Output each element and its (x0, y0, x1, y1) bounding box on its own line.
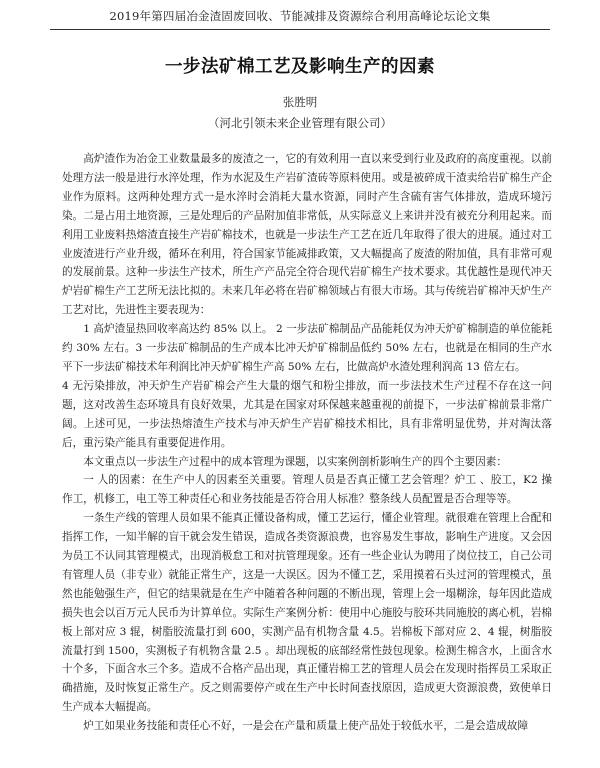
article-body (62, 150, 552, 765)
body-paragraph: 1 高炉渣显热回收率高达约 85% 以上。 2 一步法矿棉制品产品能耗仅为冲天炉矿棉制造的单位能耗约 30% 左右。3 一步法矿棉制品的生产成本比冲天炉矿棉制品低约 50% 左右，也就是在相同的生产水平下一步法矿棉技术年利润比冲天炉矿棉生产高 50% 左右，比做高炉水渣处理利润高 13 倍左右。 (62, 323, 552, 373)
running-header: 2019年第四届冶金渣固废回收、节能减排及资源综合利用高峰论坛论文集 (109, 9, 491, 23)
author-name: 张胜明 (282, 95, 318, 109)
body-paragraph: 本文重点以一步法生产过程中的成本管理为课题，以实案例剖析影响生产的四个主要因素： (83, 455, 507, 468)
body-paragraph: 一条生产线的管理人员如果不能真正懂设备构成，懂工艺运行，懂企业管理。就很难在管理上合配和指挥工作，一知半解的盲干就会发生错误，造成各类资源浪费，也容易发生事故，影响生产进度。又会因为员工不认同其管理模式，出现消极怠工和对抗管理现象。还有一些企业认为聘用了岗位技工，自己公司有管理人员（非专业）就能正常生产，这是一大误区。因为不懂工艺，采用摸着石头过河的管理模式，虽然也能勉强生产，但它的结果就是在生产中随着各种问题的不断出现，管理上会一塌糊涂，每年因此造成损失也会以百万元人民币为计算单位。实际生产案例分析：使用中心施胶与胶环共同施胶的离心机，岩棉板上部对应 3 辊，树脂胶流量打到 600，实测产品有机物含量 4.5。岩棉板下部对应 2、4 辊，树脂胶流量打到 1500，实测板子有机物含量 2.5 。却出现板的底部经常性鼓包现象。检测生棉含水，上面含水十个多，下面含水三个多。造成不合格产品出现，真正懂岩棉工艺的管理人员会在发现时指挥员工采取正确措施，及时恢复正常生产。反之则需要停产或在生产中长时间查找原因，造成更大资源浪费，致使单日生产成本大幅提高。 (62, 512, 552, 714)
body-paragraph: 炉工如果业务技能和责任心不好，一是会在产量和质量上使产品处于较低水平，二是会造成故障 (83, 720, 529, 733)
header-rule (50, 29, 550, 30)
body-paragraph: 4 无污染排放，冲天炉生产岩矿棉会产生大量的烟气和粉尘排放，而一步法技术生产过程不存在这一问题，这对改善生态环境具有良好效果，尤其是在国家对环保越来越重视的前提下，一步法矿棉前景非常广阔。上述可见，一步法热熔渣生产技术与冲天炉生产岩矿棉技术相比，具有非常明显优势，并对淘汰落后，重污染产能具有重要促进作用。 (62, 379, 552, 449)
body-paragraph: 高炉渣作为冶金工业数量最多的废渣之一，它的有效利用一直以来受到行业及政府的高度重视。以前处理方法一般是进行水淬处理，作为水泥及生产岩矿渣砖等原料使用。或是被碎成干渣卖给岩矿棉生产企业作为原料。这两种处理方式一是水淬时会消耗大量水资源，同时产生含硫有害气体排放，造成环境污染。二是占用土地资源，三是处理后的产品附加值非常低，从实际意义上来讲并没有被充分利用起来。而利用工业废料热熔渣直接生产岩矿棉技术，也就是一步法生产工艺在近几年取得了很大的进展。通过对工业废渣进行产业升级，循环在利用，符合国家节能减排政策，又大幅提高了废渣的附加值，具有非常可观的发展前景。这种一步法生产技术，所生产产品完全符合现代岩矿棉生产技术要求。其优越性是现代冲天炉岩矿棉生产工艺所无法比拟的。未来几年必将在岩矿棉领域占有很大市场。其与传统岩矿棉冲天炉生产工艺对比，先进性主要表现为： (62, 153, 552, 317)
body-paragraph: 一 人的因素：在生产中人的因素至关重要。管理人员是否真正懂工艺会管理？炉工 、胶工，K2 操作工，机修工，电工等工种责任心和业务技能是否符合用人标准？整条线人员配置是否合理等等。 (62, 474, 552, 506)
author-affiliation: （河北引领未来企业管理有限公司） (208, 116, 392, 130)
article-title: 一步法矿棉工艺及影响生产的因素 (165, 57, 435, 77)
